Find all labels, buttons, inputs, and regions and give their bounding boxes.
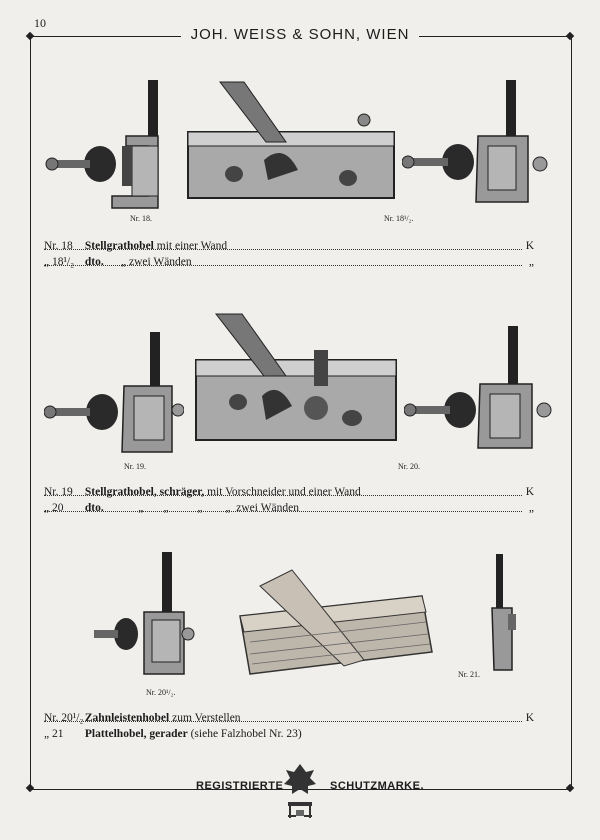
entry-row xyxy=(44,486,534,498)
entry-number: Nr. 20¹/₂ xyxy=(44,712,84,724)
plane-18-half-illustration xyxy=(184,78,398,208)
entry-description: (siehe Falzhobel Nr. 23) xyxy=(187,728,302,740)
plane-21-main-illustration xyxy=(236,556,446,682)
trademark-logo xyxy=(282,760,318,822)
header-title: JOH. WEISS & SOHN, WIEN xyxy=(181,26,420,43)
plane-21-side-illustration xyxy=(484,550,524,674)
entry-description: „ „ „ „ zwei Wänden xyxy=(103,502,299,514)
caption-nr-18: Nr. 18. xyxy=(130,214,152,223)
entry-number: „ 20 xyxy=(44,502,64,514)
entry-row xyxy=(44,240,534,252)
entry-number: „ 21 xyxy=(44,728,64,740)
footer-right-text: SCHUTZMARKE. xyxy=(330,780,424,792)
entry-description: mit einer Wand xyxy=(153,240,228,252)
caption-nr-20-half: Nr. 20¹/₂. xyxy=(146,688,176,697)
entry-description: zum Verstellen xyxy=(169,712,241,724)
entry-name: Zahnleistenhobel xyxy=(84,712,170,724)
frame-corner xyxy=(566,784,574,792)
plane-20-illustration xyxy=(404,322,554,456)
page-number: 10 xyxy=(34,16,46,30)
caption-nr-20: Nr. 20. xyxy=(398,462,420,471)
entry-row xyxy=(44,502,534,514)
entry-row xyxy=(44,728,534,740)
entry-description: mit Vorschneider und einer Wand xyxy=(204,486,361,498)
caption-nr-21: Nr. 21. xyxy=(458,670,480,679)
entry-row xyxy=(44,712,534,724)
plane-18-side-illustration xyxy=(402,76,552,210)
plane-19-illustration xyxy=(44,328,184,454)
page-header xyxy=(0,26,600,43)
entry-number: Nr. 18 xyxy=(44,240,73,252)
currency-marker: „ xyxy=(528,502,534,514)
caption-nr-18-half: Nr. 18¹/₂. xyxy=(384,214,414,223)
caption-nr-19: Nr. 19. xyxy=(124,462,146,471)
entry-row xyxy=(44,256,534,268)
currency-marker: K xyxy=(525,240,534,252)
plane-20-half-illustration xyxy=(86,548,196,682)
entry-description: „ zwei Wänden xyxy=(103,256,192,268)
currency-marker: K xyxy=(525,486,534,498)
entry-name: dto. xyxy=(84,256,104,268)
entry-name: dto. xyxy=(84,502,104,514)
currency-marker: K xyxy=(525,712,534,724)
plane-18-illustration xyxy=(44,76,174,210)
entry-name: Plattelhobel, gerader xyxy=(84,728,188,740)
entry-number: „ 18¹/₂ xyxy=(44,256,75,268)
currency-marker: „ xyxy=(528,256,534,268)
entry-name: Stellgrathobel, schräger, xyxy=(84,486,205,498)
entry-name: Stellgrathobel xyxy=(84,240,154,252)
entry-number: Nr. 19 xyxy=(44,486,73,498)
footer-left-text: REGISTRIERTE xyxy=(196,780,284,792)
plane-19-main-illustration xyxy=(192,310,402,460)
